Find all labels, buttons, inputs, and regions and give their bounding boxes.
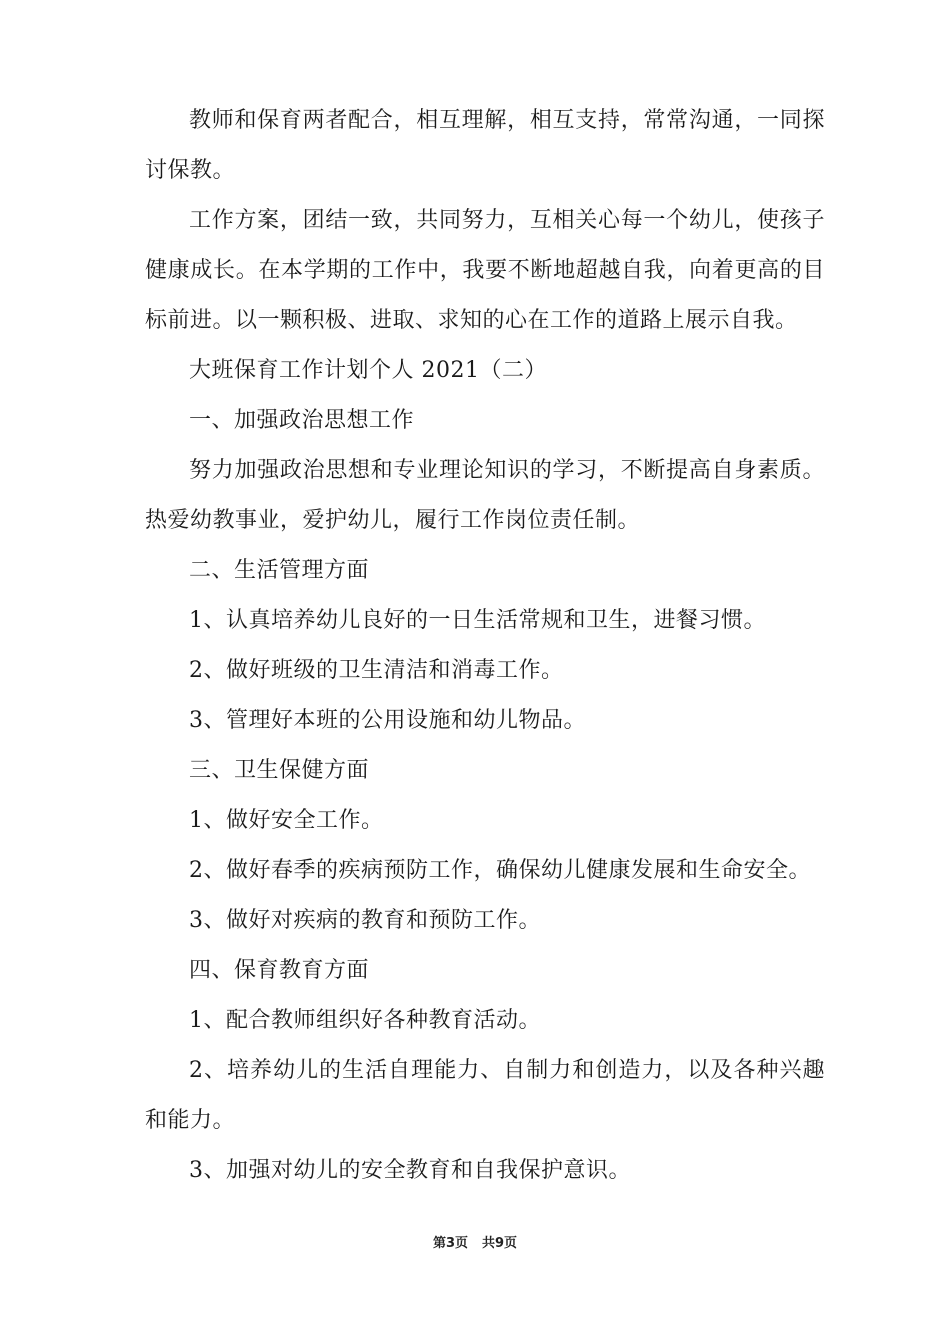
list-item: 3、加强对幼儿的安全教育和自我保护意识。 (189, 1158, 631, 1183)
page-number: 第3页 (432, 1236, 468, 1251)
list-item: 3、做好对疾病的教育和预防工作。 (189, 908, 541, 933)
paragraph: 努力加强政治思想和专业理论知识的学习，不断提高自身素质。热爱幼教事业，爱护幼儿，履行工作岗位责任制。 (145, 458, 825, 533)
list-item: 2、做好班级的卫生清洁和消毒工作。 (189, 658, 564, 683)
document-body (145, 96, 825, 1196)
list-item: 3、管理好本班的公用设施和幼儿物品。 (189, 708, 586, 733)
paragraph: 教师和保育两者配合，相互理解，相互支持，常常沟通，一同探讨保教。 (145, 108, 825, 183)
list-item: 2、做好春季的疾病预防工作，确保幼儿健康发展和生命安全。 (189, 858, 811, 883)
section-heading: 四、保育教育方面 (189, 958, 370, 983)
paragraph: 工作方案，团结一致，共同努力，互相关心每一个幼儿，使孩子健康成长。在本学期的工作中，我要不断地超越自我，向着更高的目标前进。以一颗积极、进取、求知的心在工作的道路上展示自我。 (145, 208, 825, 333)
section-title: 大班保育工作计划个人 2021（二） (189, 358, 547, 383)
list-item: 1、做好安全工作。 (189, 808, 384, 833)
list-item: 1、认真培养幼儿良好的一日生活常规和卫生，进餐习惯。 (189, 608, 766, 633)
section-heading: 一、加强政治思想工作 (189, 408, 415, 433)
page-total: 共9页 (482, 1236, 518, 1251)
list-item: 1、配合教师组织好各种教育活动。 (189, 1008, 541, 1033)
page-footer (0, 1232, 950, 1251)
section-heading: 三、卫生保健方面 (189, 758, 370, 783)
list-item: 2、培养幼儿的生活自理能力、自制力和创造力，以及各种兴趣和能力。 (145, 1058, 825, 1133)
section-heading: 二、生活管理方面 (189, 558, 370, 583)
